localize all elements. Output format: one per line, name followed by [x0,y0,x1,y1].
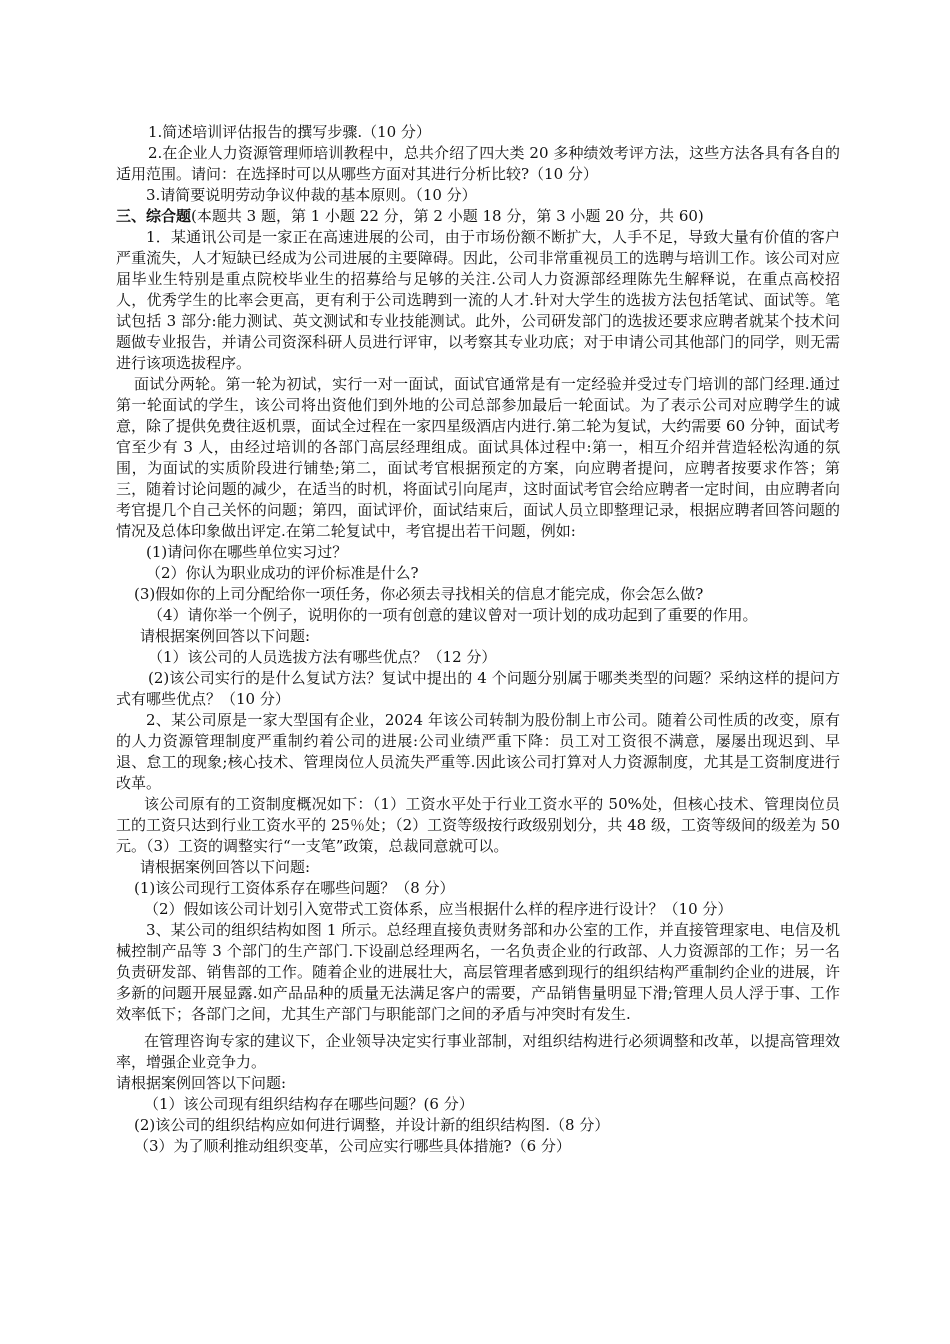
question-1: 1.简述培训评估报告的撰写步骤.（10 分） [148,123,431,141]
case3-prompt: 请根据案例回答以下问题: [116,1074,287,1092]
case3-question-2: (2)该公司的组织结构应如何进行调整，并设计新的组织结构图.（8 分） [134,1116,610,1134]
case1-example-3: (3)假如你的上司分配给你一项任务，你必须去寻找相关的信息才能完成，你会怎么做? [134,585,704,603]
case2-prompt: 请根据案例回答以下问题: [140,858,311,876]
question-3: 3.请简要说明劳动争议仲裁的基本原则。（10 分） [146,186,477,204]
section-title: 三、综合题 [116,207,192,225]
exam-content [116,122,840,1157]
case1-intro: 1．某通讯公司是一家正在高速进展的公司，由于市场份额不断扩大，人手不足，导致大量有价值的客户严重流失，人才短缺已经成为公司进展的主要障碍。因此，公司非常重视员工的选聘与培训工作。该公司对应届毕业生特别是重点院校毕业生的招募给与足够的关注.公司人力资源部经理陈先生解释说，在重点高校招人，优秀学生的比率会更高，更有利于公司选聘到一流的人才.针对大学生的选拔方法包括笔试、面试等。笔试包括 3 部分:能力测试、英文测试和专业技能测试。此外，公司研发部门的选拔还要求应聘者就某个技术问题做专业报告，并请公司资深科研人员进行评审，以考察其专业功底；对于申请公司其他部门的同学，则无需进行该项选拔程序。 [116,228,840,372]
case3-intro: 3、某公司的组织结构如图 1 所示。总经理直接负责财务部和办公室的工作，并直接管理家电、电信及机械控制产品等 3 个部门的生产部门.下设副总经理两名，一名负责企业的行政部、人力资源部的工作；另一名负责研发部、销售部的工作。随着企业的进展壮大，高层管理者感到现行的组织结构严重制约企业的进展，许多新的问题开展显露.如产品品种的质量无法满足客户的需要，产品销售量明显下滑;管理人员人浮于事、工作效率低下；各部门之间，尤其生产部门与职能部门之间的矛盾与冲突时有发生. [116,921,840,1023]
case2-question-1: (1)该公司现行工资体系存在哪些问题？（8 分） [134,879,455,897]
case1-interview: 面试分两轮。第一轮为初试，实行一对一面试，面试官通常是有一定经验并受过专门培训的部门经理.通过第一轮面试的学生，该公司将出资他们到外地的公司总部参加最后一轮面试。为了表示公司对应聘学生的诚意，除了提供免费往返机票，面试全过程在一家四星级酒店内进行.第二轮为复试，大约需要 60 分钟，面试考官至少有 3 人，由经过培训的各部门高层经理组成。面试具体过程中:第一，相互介绍并营造轻松沟通的氛围，为面试的实质阶段进行铺垫;第二，面试考官根据预定的方案，向应聘者提问，应聘者按要求作答；第三，随着讨论问题的减少，在适当的时机，将面试引向尾声，这时面试考官会给应聘者一定时间，由应聘者向考官提几个自己关怀的问题；第四，面试评价，面试结束后，面试人员立即整理记录，根据应聘者回答问题的情况及总体印象做出评定.在第二轮复试中，考官提出若干问题，例如: [116,375,840,540]
case2-detail: 该公司原有的工资制度概况如下：（1）工资水平处于行业工资水平的 50%处，但核心技术、管理岗位员工的工资只达到行业工资水平的 25％处；（2）工资等级按行政级别划分，共 48 级，工资等级间的级差为 50 元。（3）工资的调整实行“一支笔”政策，总裁同意就可以。 [116,795,840,855]
case2-intro: 2、某公司原是一家大型国有企业，2024 年该公司转制为股份制上市公司。随着公司性质的改变，原有的人力资源管理制度严重制约着公司的进展:公司业绩严重下降：员工对工资很不满意，屡屡出现迟到、早退、怠工的现象;核心技术、管理岗位人员流失严重等.因此该公司打算对人力资源制度，尤其是工资制度进行改革。 [116,711,840,792]
section-heading [116,206,840,227]
case1-example-1: (1)请问你在哪些单位实习过？ [146,543,348,561]
case3-detail: 在管理咨询专家的建议下，企业领导决定实行事业部制，对组织结构进行必须调整和改革，以提高管理效率，增强企业竞争力。 [116,1032,840,1071]
case1-question-2: (2)该公司实行的是什么复试方法？复试中提出的 4 个问题分别属于哪类类型的问题？采纳这样的提问方式有哪些优点？（10 分） [116,669,840,708]
case3-question-3: （3）为了顺利推动组织变革，公司应实行哪些具体措施?（6 分） [134,1137,571,1155]
case1-example-2: （2）你认为职业成功的评价标准是什么? [146,564,419,582]
section-note: (本题共 3 题，第 1 小题 22 分，第 2 小题 18 分，第 3 小题 20 分，共 60) [191,207,704,225]
case3-question-1: （1）该公司现有组织结构存在哪些问题？(6 分） [144,1095,474,1113]
case1-prompt: 请根据案例回答以下问题: [140,627,311,645]
case1-example-4: （4）请你举一个例子，说明你的一项有创意的建议曾对一项计划的成功起到了重要的作用。 [148,606,758,624]
question-2: 2.在企业人力资源管理师培训教程中，总共介绍了四大类 20 多种绩效考评方法，这些方法各具有各自的适用范围。请问：在选择时可以从哪些方面对其进行分析比较?（10 分） [116,144,840,183]
case2-question-2: （2）假如该公司计划引入宽带式工资体系，应当根据什么样的程序进行设计？（10 分） [144,900,733,918]
case1-question-1: （1）该公司的人员选拔方法有哪些优点？（12 分） [148,648,497,666]
